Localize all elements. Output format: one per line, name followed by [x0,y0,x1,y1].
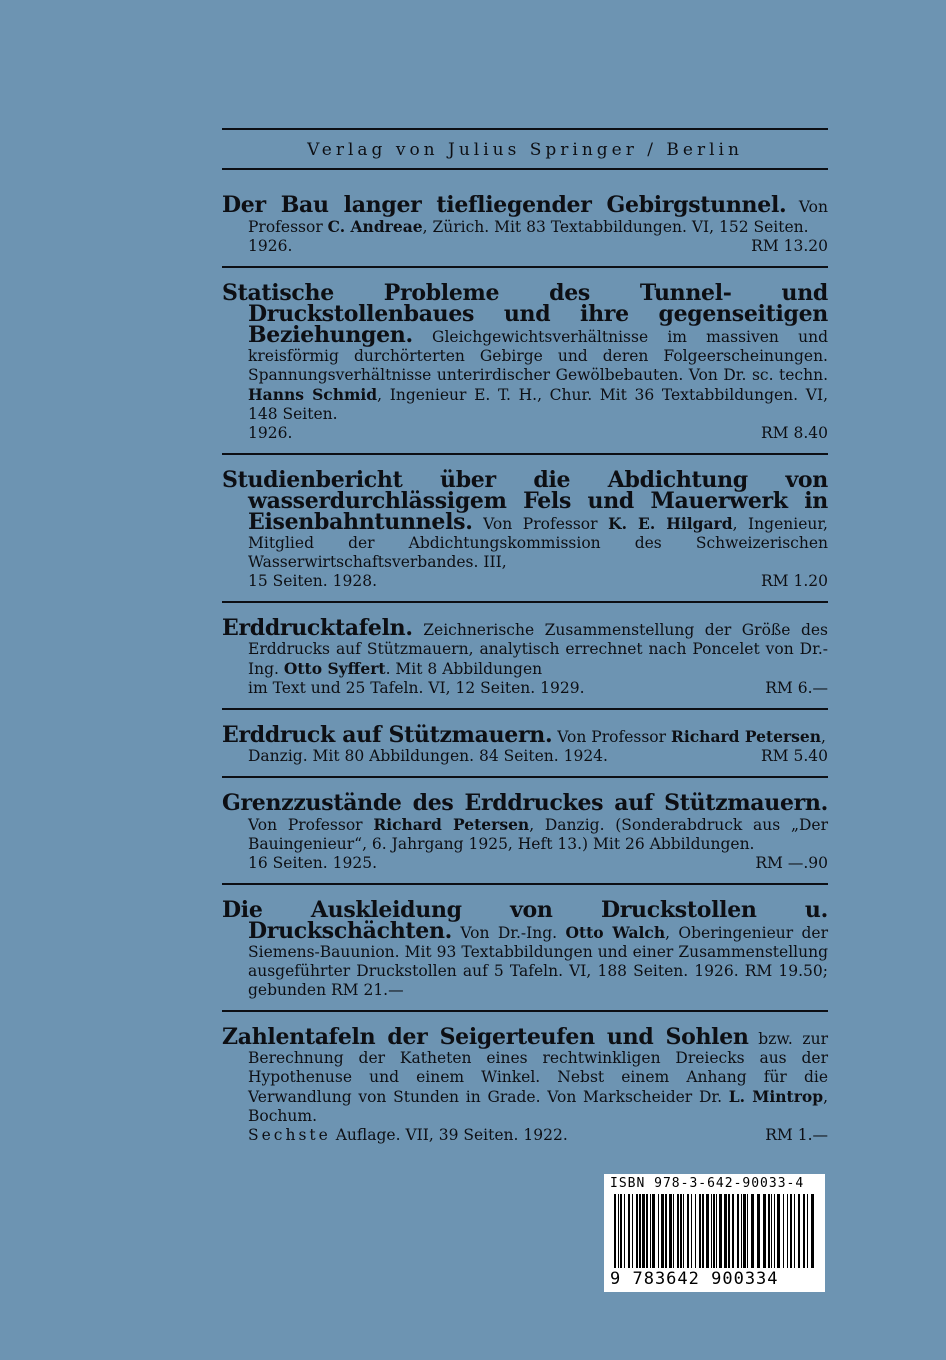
barcode-bar [751,1194,754,1268]
entry-title: Der Bau langer tiefliegender Gebirgstunnel. [222,192,787,218]
barcode-bar [719,1194,722,1268]
barcode-bar [790,1194,792,1268]
entry-price: RM 8.40 [761,424,828,442]
entry-year: 1926. [248,424,293,442]
entry-text: . Mit 8 Abbildungen [385,660,543,678]
entry-text: Von Professor [552,728,671,746]
barcode-bar [624,1194,625,1268]
barcode-bar [691,1194,692,1268]
barcode-bar [713,1194,715,1268]
barcode-bar [763,1194,766,1268]
entry-text: Zeichnerische Zusammenstellung der Größe des Erddrucks auf Stützmauern, analytisch errechnet nach Poncelet von Dr.-Ing. [248,621,828,678]
advertisement-list [222,192,829,1145]
entry-price: RM 13.20 [751,237,828,255]
barcode-bar [747,1194,748,1268]
entry-author: L. Mintrop [728,1087,824,1106]
entry-year: 15 Seiten. 1928. [248,572,378,590]
entry-author: Otto Walch [565,923,666,942]
barcode-bar [768,1194,770,1268]
barcode-bar [658,1194,659,1268]
barcode-bar [695,1194,696,1268]
isbn-barcode [604,1174,825,1292]
barcode-bar [777,1194,780,1268]
entry-text: Von Dr.-Ing. [452,924,566,942]
divider [222,708,828,710]
entry-3 [222,467,828,591]
entry-year: 1926. [248,237,293,255]
barcode-bar [628,1194,630,1268]
barcode-bar [807,1194,808,1268]
barcode-bar [743,1194,746,1268]
entry-text: , [821,728,826,746]
barcode-bar [803,1194,805,1268]
entry-text: , Danzig. (Sonderabdruck aus „Der Bauingenieur“, 6. Jahrgang 1925, Heft 13.) Mit 26 Abbildungen. [248,816,828,853]
barcode-bar [794,1194,795,1268]
publisher-header [222,128,828,170]
barcode-bar [774,1194,775,1268]
entry-year: Auflage. VII, 39 Seiten. 1922. [330,1126,568,1144]
entry-text: bzw. zur Berechnung der Katheten eines rechtwinkligen Dreiecks aus der Hypothenuse und einem Winkel. Nebst einem Anhang für die Verwandlung von Stunden in Grade. Von Markscheider Dr. [248,1030,828,1106]
entry-7 [222,897,829,1000]
barcode-bar [639,1194,641,1268]
barcode-bar [702,1194,704,1268]
entry-1 [222,192,828,256]
divider [222,453,828,455]
barcode-bar [737,1194,739,1268]
barcode-bar [642,1194,645,1268]
entry-title: Erddruck auf Stützmauern. [222,722,553,748]
entry-text: , Ingenieur, Mitglied der Abdichtungskommission des Schweizerischen Wasserwirtschaftsverbandes. III, [248,515,828,571]
barcode-bar [669,1194,672,1268]
entry-edition: Sechste [248,1126,331,1144]
entry-text: , Oberingenieur der Siemens-Bauunion. Mit 93 Textabbildungen und einer Zusammenstellung ausgeführter Druckstollen auf 5 Tafeln. VI, 188 Seiten. 1926. RM 19.50; gebunden RM 21.— [248,924,829,999]
publisher-name: Verlag von Julius Springer / Berlin [307,140,743,160]
barcode-bar [811,1194,814,1268]
barcode-bar [618,1194,619,1268]
barcode-bar [728,1194,730,1268]
entry-text: Gleichgewichtsverhältnisse im massiven und kreisförmig durchörterten Gebirge und deren Folgeerscheinungen. Spannungsverhältnisse unterirdischer Gewölbebauten. Von Dr. sc. techn. [248,328,828,384]
divider [222,883,828,885]
entry-author: Otto Syffert [283,659,386,678]
barcode-bar [716,1194,717,1268]
entry-author: C. Andreae [327,217,423,236]
ean-number: 9 783642 900334 [610,1269,779,1289]
entry-price: RM 1.— [765,1126,828,1144]
entry-year: Danzig. Mit 80 Abbildungen. 84 Seiten. 1924. [248,747,608,765]
barcode-bar [706,1194,709,1268]
entry-year: im Text und 25 Tafeln. VI, 12 Seiten. 1929. [248,679,585,697]
entry-author: Richard Petersen [670,727,822,746]
entry-5 [222,722,828,766]
divider [222,1010,828,1012]
barcode-bar [614,1194,616,1268]
entry-title: Zahlentafeln der Seigerteufen und Sohlen [222,1024,749,1050]
barcode-bar [741,1194,742,1268]
entry-author: K. E. Hilgard [608,514,733,533]
barcode-bar [732,1194,734,1268]
entry-6 [222,790,828,873]
entry-author: Richard Petersen [373,815,530,834]
barcode-bar [724,1194,727,1268]
barcode-bar [677,1194,679,1268]
barcode-bar [680,1194,682,1268]
barcode-bar [650,1194,651,1268]
entry-year: 16 Seiten. 1925. [248,854,378,872]
entry-title: Die Auskleidung von Druckstollen u. Druckschächten. [222,897,828,944]
entry-text: Von Professor [472,515,609,533]
entry-8 [222,1024,829,1145]
entry-title: Erddrucktafeln. [222,615,413,641]
barcode-bar [652,1194,655,1268]
entry-price: RM 1.20 [761,572,828,590]
entry-text: , Zürich. Mit 83 Textabbildungen. VI, 152 Seiten. [422,218,809,236]
barcode-bar [683,1194,684,1268]
isbn-number: ISBN 978-3-642-90033-4 [610,1176,805,1191]
barcode-bar [636,1194,638,1268]
barcode-bar [757,1194,760,1268]
barcode-bar [699,1194,701,1268]
entry-text: , Bochum. [248,1088,829,1125]
barcode-bar [665,1194,667,1268]
entry-author: Hanns Schmid [248,385,378,404]
divider [222,776,828,778]
barcode-bar [787,1194,788,1268]
barcode-bars [612,1194,818,1270]
entry-2 [222,280,828,443]
barcode-bar [798,1194,800,1268]
divider [222,266,828,268]
barcode-bar [711,1194,712,1268]
barcode-bar [771,1194,772,1268]
barcode-bar [687,1194,689,1268]
entry-text: Von Professor [248,198,828,236]
entry-title: Statische Probleme des Tunnel- und Druckstollenbaues und ihre gegenseitigen Beziehungen. [222,280,828,348]
barcode-bar [620,1194,622,1268]
entry-price: RM 6.— [765,679,828,697]
entry-text: , Ingenieur E. T. H., Chur. Mit 36 Textabbildungen. VI, 148 Seiten. [248,386,828,423]
entry-title: Studienbericht über die Abdichtung von wasserdurchlässigem Fels und Mauerwerk in Eisenbahntunnels. [222,467,828,535]
barcode-bar [632,1194,633,1268]
barcode-bar [661,1194,664,1268]
entry-title: Grenzzustände des Erddruckes auf Stützmauern. [222,790,828,816]
barcode-bar [673,1194,674,1268]
entry-4 [222,615,828,698]
entry-price: RM 5.40 [761,747,828,765]
entry-price: RM —.90 [755,854,828,872]
barcode-bar [783,1194,784,1268]
barcode-bar [646,1194,648,1268]
divider [222,601,828,603]
entry-text: Von Professor [248,816,374,834]
